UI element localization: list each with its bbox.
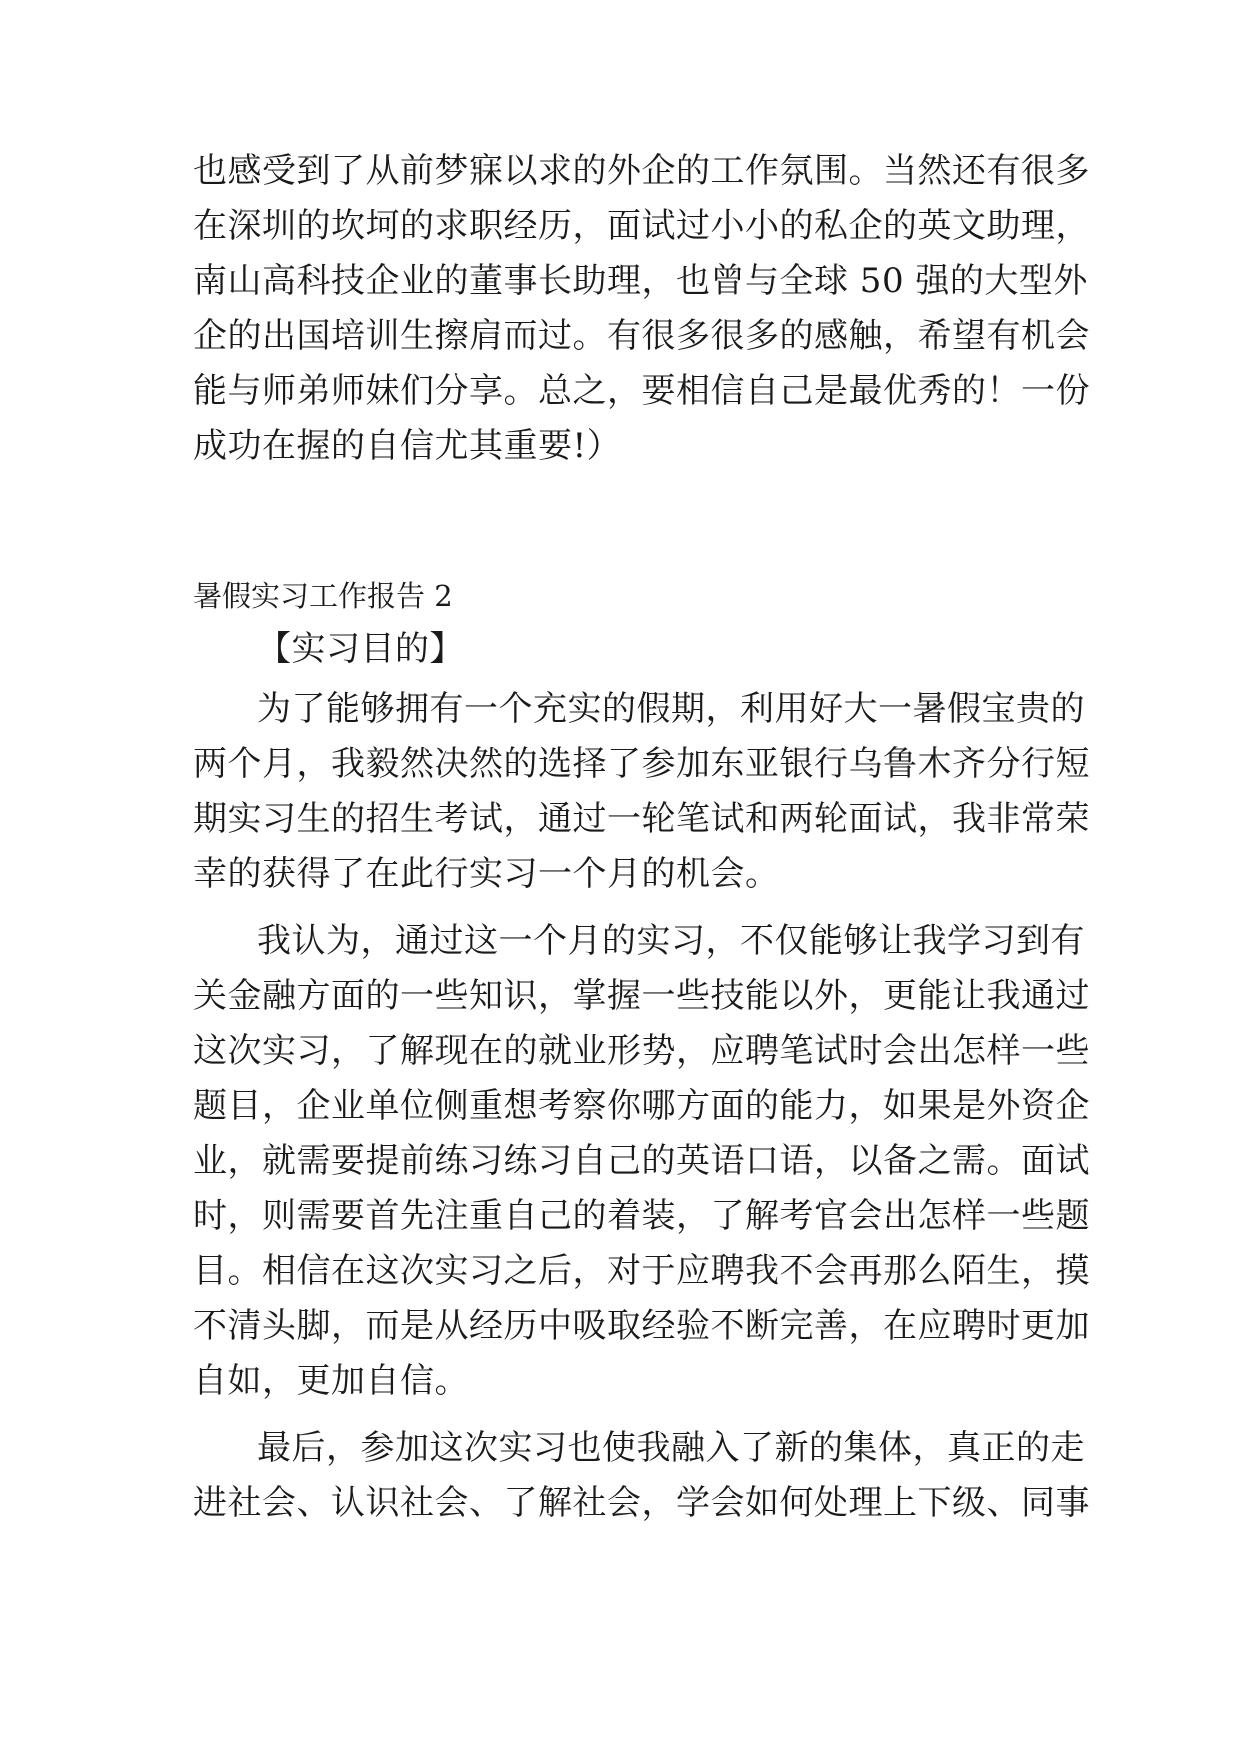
body-text-line: 期实习生的招生考试，通过一轮笔试和两轮面试，我非常荣: [193, 799, 1090, 839]
body-text-line: 自如，更加自信。: [193, 1361, 469, 1401]
subheading: 【实习目的】: [257, 629, 464, 669]
body-text-line: 这次实习，了解现在的就业形势，应聘笔试时会出怎样一些: [193, 1031, 1090, 1071]
body-text-line: 题目，企业单位侧重想考察你哪方面的能力，如果是外资企: [193, 1086, 1090, 1126]
body-text-line: 业，就需要提前练习练习自己的英语口语，以备之需。面试: [193, 1141, 1090, 1181]
body-text-line: 也感受到了从前梦寐以求的外企的工作氛围。当然还有很多: [193, 151, 1090, 191]
body-text-line: 两个月，我毅然决然的选择了参加东亚银行乌鲁木齐分行短: [193, 744, 1090, 784]
body-text-line: 为了能够拥有一个充实的假期，利用好大一暑假宝贵的: [257, 689, 1085, 729]
body-text-line: 南山高科技企业的董事长助理，也曾与全球 50 强的大型外: [193, 261, 1088, 301]
body-text-line: 企的出国培训生擦肩而过。有很多很多的感触，希望有机会: [193, 316, 1090, 356]
body-text-line: 时，则需要首先注重自己的着装，了解考官会出怎样一些题: [193, 1196, 1090, 1236]
body-text-line: 能与师弟师妹们分享。总之，要相信自己是最优秀的！一份: [193, 371, 1090, 411]
section-title: 暑假实习工作报告 2: [193, 579, 453, 613]
body-text-line: 最后，参加这次实习也使我融入了新的集体，真正的走: [257, 1428, 1085, 1468]
body-text-line: 幸的获得了在此行实习一个月的机会。: [193, 854, 780, 894]
body-text-line: 关金融方面的一些知识，掌握一些技能以外，更能让我通过: [193, 976, 1090, 1016]
body-text-line: 在深圳的坎坷的求职经历，面试过小小的私企的英文助理，: [193, 206, 1090, 246]
body-text-line: 我认为，通过这一个月的实习，不仅能够让我学习到有: [257, 921, 1085, 961]
body-text-line: 目。相信在这次实习之后，对于应聘我不会再那么陌生，摸: [193, 1251, 1090, 1291]
body-text-line: 进社会、认识社会、了解社会，学会如何处理上下级、同事: [193, 1483, 1090, 1523]
body-text-line: 不清头脚，而是从经历中吸取经验不断完善，在应聘时更加: [193, 1306, 1090, 1346]
body-text-line: 成功在握的自信尤其重要!）: [193, 426, 622, 466]
